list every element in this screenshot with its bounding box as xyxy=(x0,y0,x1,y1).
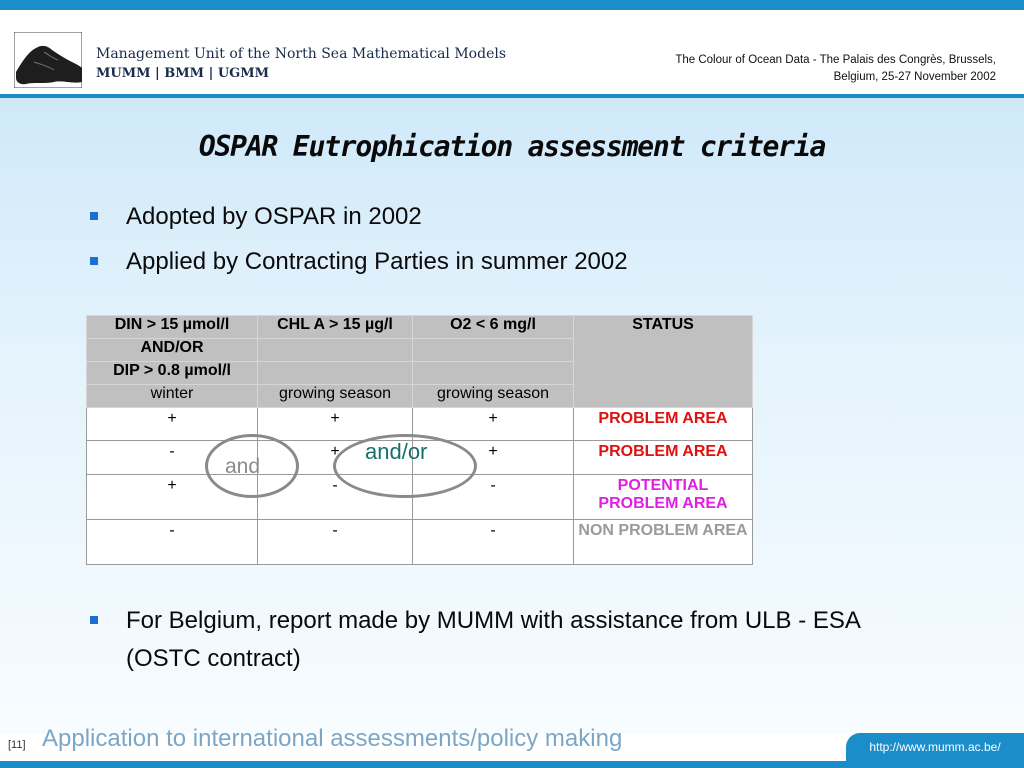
table-header-row xyxy=(87,316,753,339)
org-abbreviation: MUMM | BMM | UGMM xyxy=(96,66,270,81)
bullet-text: Applied by Contracting Parties in summer 2002 xyxy=(126,248,628,275)
cell-o2: - xyxy=(413,519,574,564)
header-dip: DIP > 0.8 µmol/l xyxy=(87,362,258,385)
cell-chla: + xyxy=(258,408,413,441)
header-empty xyxy=(258,362,413,385)
footer-section-title: Application to international assessments/policy making xyxy=(42,725,623,752)
org-name: Management Unit of the North Sea Mathematical Models xyxy=(96,46,507,62)
cell-status: POTENTIAL PROBLEM AREA xyxy=(574,474,753,519)
bullet-text: For Belgium, report made by MUMM with assistance from ULB - ESA (OSTC contract) xyxy=(126,607,860,672)
header-status: STATUS xyxy=(574,316,753,408)
header-empty xyxy=(413,339,574,362)
header-empty xyxy=(413,362,574,385)
cell-din: - xyxy=(87,519,258,564)
cell-chla: - xyxy=(258,519,413,564)
cell-chla: + xyxy=(258,441,413,474)
conference-line-2: Belgium, 25-27 November 2002 xyxy=(833,71,996,83)
header-o2-season: growing season xyxy=(413,385,574,408)
cell-status: PROBLEM AREA xyxy=(574,441,753,474)
slide-header xyxy=(0,10,1024,94)
top-accent-bar xyxy=(0,0,1024,10)
square-bullet-icon xyxy=(90,616,98,624)
conference-info xyxy=(636,52,996,86)
website-link[interactable]: http://www.mumm.ac.be/ xyxy=(846,733,1024,761)
header-din: DIN > 15 µmol/l xyxy=(87,316,258,339)
andor-annotation: and/or xyxy=(365,439,428,464)
header-winter: winter xyxy=(87,385,258,408)
cell-chla: - xyxy=(258,474,413,519)
cell-status: PROBLEM AREA xyxy=(574,408,753,441)
header-chla: CHL A > 15 µg/l xyxy=(258,316,413,339)
cell-o2: + xyxy=(413,441,574,474)
header-andor: AND/OR xyxy=(87,339,258,362)
header-o2: O2 < 6 mg/l xyxy=(413,316,574,339)
cell-o2: - xyxy=(413,474,574,519)
square-bullet-icon xyxy=(90,212,98,220)
cell-din: + xyxy=(87,474,258,519)
conference-line-1: The Colour of Ocean Data - The Palais des Congrès, Brussels, xyxy=(675,54,996,66)
cell-o2: + xyxy=(413,408,574,441)
header-chla-season: growing season xyxy=(258,385,413,408)
and-annotation: and xyxy=(225,455,261,478)
mumm-logo-icon xyxy=(14,32,82,88)
square-bullet-icon xyxy=(90,257,98,265)
header-empty xyxy=(258,339,413,362)
slide-title: OSPAR Eutrophication assessment criteria xyxy=(198,130,826,163)
cell-din: - xyxy=(87,441,258,474)
bottom-accent-bar xyxy=(0,761,1024,768)
cell-din: + xyxy=(87,408,258,441)
cell-status: NON PROBLEM AREA xyxy=(574,519,753,564)
bullet-text: Adopted by OSPAR in 2002 xyxy=(126,203,422,230)
page-number: [11] xyxy=(8,739,26,751)
table-row xyxy=(87,519,753,564)
